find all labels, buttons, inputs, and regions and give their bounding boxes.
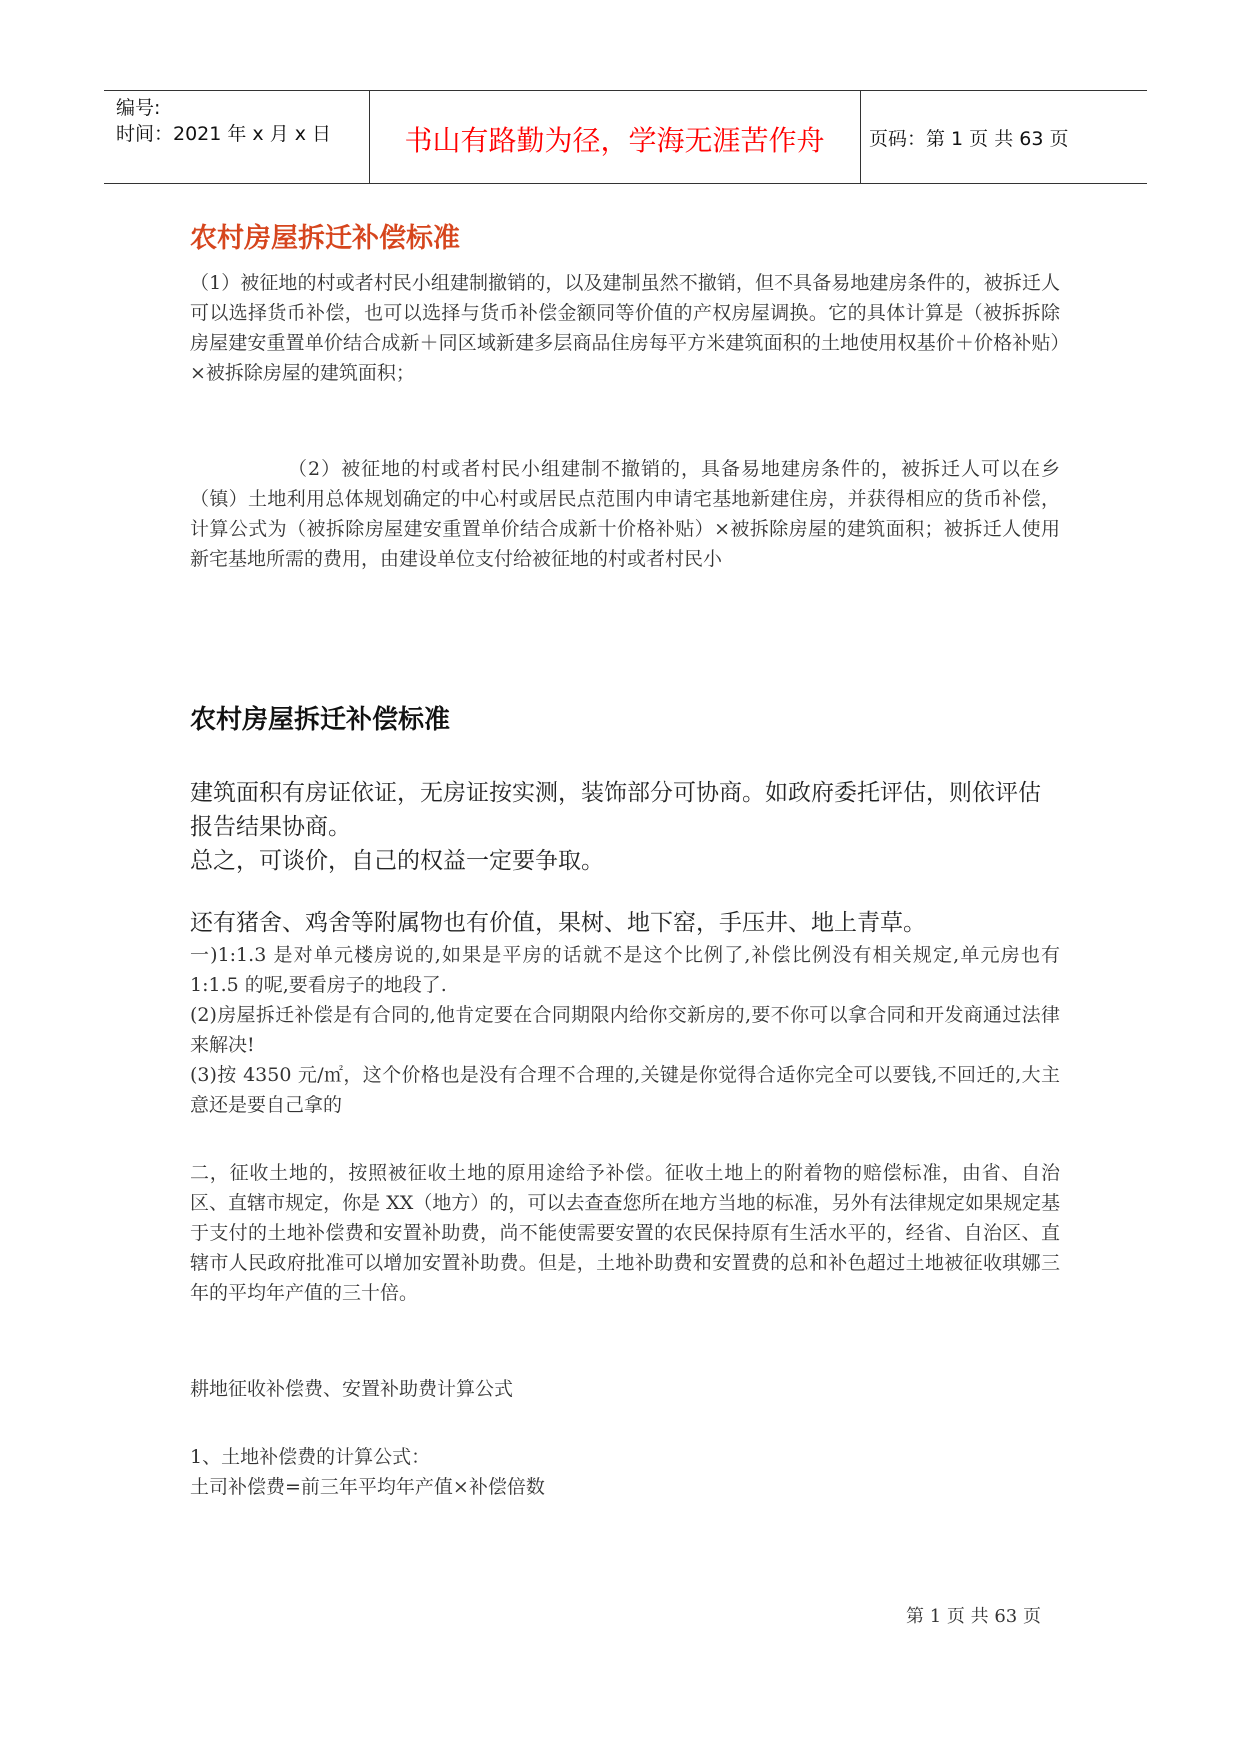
header-divider: [860, 91, 861, 183]
header-page-number: 页码：第 1 页 共 63 页: [869, 128, 1069, 150]
formula-title: 1、土地补偿费的计算公式：: [190, 1446, 431, 1468]
list-item: (3)按 4350 元/㎡，这个价格也是没有合理不合理的,关键是你觉得合适你完全可以要钱,不回迁的,大主意还是要自己拿的: [190, 1064, 1060, 1116]
document-header: [104, 90, 1147, 184]
list-item: 一)1:1.3 是对单元楼房说的,如果是平房的话就不是这个比例了,补偿比例没有相关规定,单元房也有 1:1.5 的呢,要看房子的地段了.: [190, 944, 1060, 996]
list-item: (2)房屋拆迁补偿是有合同的,他肯定要在合同期限内给你交新房的,要不你可以拿合同和开发商通过法律来解决!: [190, 1004, 1060, 1056]
paragraph: 二，征收土地的，按照被征收土地的原用途给予补偿。征收土地上的附着物的赔偿标准，由省、自治区、直辖市规定，你是 XX（地方）的，可以去查查您所在地方当地的标准，另外有法律规定如果规定基于支付的土地补偿费和安置补助费，尚不能使需要安置的农民保持原有生活水平的，经省、自治区、直辖市人民政府批准可以增加安置补助费。但是，土地补助费和安置费的总和补色超过土地被征收琪娜三年的平均年产值的三十倍。: [190, 1162, 1060, 1304]
section-title: 农村房屋拆迁补偿标准: [190, 223, 460, 254]
document-time-label: 时间：2021 年 x 月 x 日: [116, 123, 332, 145]
section-title: 农村房屋拆迁补偿标准: [190, 705, 451, 735]
header-motto: 书山有路勤为径，学海无涯苦作舟: [404, 124, 825, 157]
paragraph: 还有猪舍、鸡舍等附属物也有价值，果树、地下窑，手压井、地上青草。: [190, 910, 926, 936]
paragraph: 总之，可谈价，自己的权益一定要争取。: [190, 848, 604, 874]
formula: 土司补偿费=前三年平均年产值×补偿倍数: [190, 1476, 545, 1498]
page-footer: 第 1 页 共 63 页: [906, 1606, 1041, 1627]
subheading: 耕地征收补偿费、安置补助费计算公式: [190, 1378, 514, 1400]
document-number-label: 编号:: [116, 97, 161, 119]
paragraph: 建筑面积有房证依证，无房证按实测，装饰部分可协商。如政府委托评估，则依评估报告结果协商。: [190, 780, 1041, 840]
paragraph: （1）被征地的村或者村民小组建制撤销的，以及建制虽然不撤销，但不具备易地建房条件的，被拆迁人可以选择货币补偿，也可以选择与货币补偿金额同等价值的产权房屋调换。它的具体计算是（被拆拆除房屋建安重置单价结合成新＋同区域新建多层商品住房每平方米建筑面积的土地使用权基价＋价格补贴）×被拆除房屋的建筑面积；: [190, 272, 1060, 384]
paragraph: （2）被征地的村或者村民小组建制不撤销的，具备易地建房条件的，被拆迁人可以在乡（镇）土地利用总体规划确定的中心村或居民点范围内申请宅基地新建住房，并获得相应的货币补偿，计算公式为（被拆除房屋建安重置单价结合成新十价格补贴）×被拆除房屋的建筑面积；被拆迁人使用新宅基地所需的费用，由建设单位支付给被征地的村或者村民小: [190, 458, 1060, 570]
document-body: [190, 220, 1060, 1502]
